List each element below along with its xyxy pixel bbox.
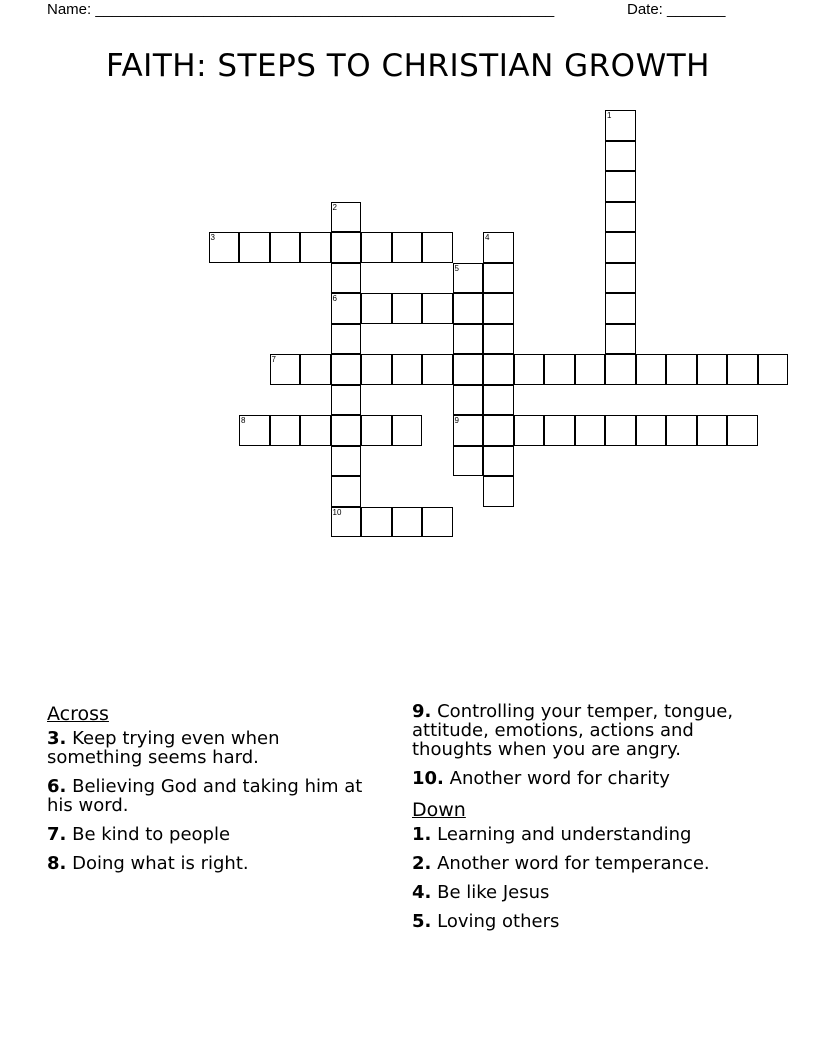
grid-cell[interactable] bbox=[453, 354, 484, 385]
down-heading: Down bbox=[412, 799, 466, 821]
clue-text: Another word for charity bbox=[449, 768, 670, 789]
grid-cell[interactable] bbox=[605, 141, 636, 172]
cell-number: 8 bbox=[241, 416, 246, 425]
clue-across-8 bbox=[47, 854, 377, 873]
clue-text: Another word for temperance. bbox=[437, 853, 710, 874]
clue-text: Be kind to people bbox=[72, 824, 231, 845]
grid-cell[interactable] bbox=[483, 232, 514, 263]
clue-number: 9. bbox=[412, 701, 432, 722]
grid-cell[interactable] bbox=[300, 415, 331, 446]
grid-cell[interactable] bbox=[666, 415, 697, 446]
grid-cell[interactable] bbox=[575, 354, 606, 385]
name-date-header bbox=[47, 0, 747, 20]
grid-cell[interactable] bbox=[361, 232, 392, 263]
grid-cell[interactable] bbox=[605, 110, 636, 141]
grid-cell[interactable] bbox=[605, 324, 636, 355]
clue-down-2 bbox=[412, 854, 772, 873]
grid-cell[interactable] bbox=[727, 354, 758, 385]
grid-cell[interactable] bbox=[605, 171, 636, 202]
clue-across-7 bbox=[47, 825, 377, 844]
grid-cell[interactable] bbox=[239, 415, 270, 446]
grid-cell[interactable] bbox=[483, 476, 514, 507]
clues-left-column bbox=[47, 702, 377, 883]
cell-number: 7 bbox=[271, 355, 276, 364]
grid-cell[interactable] bbox=[453, 446, 484, 477]
across-heading: Across bbox=[47, 703, 109, 725]
cell-number: 9 bbox=[454, 416, 459, 425]
cell-number: 3 bbox=[210, 233, 215, 242]
grid-cell[interactable] bbox=[331, 385, 362, 416]
grid-cell[interactable] bbox=[361, 507, 392, 538]
grid-cell[interactable] bbox=[331, 324, 362, 355]
clue-text: Loving others bbox=[437, 911, 560, 932]
grid-cell[interactable] bbox=[453, 293, 484, 324]
grid-cell[interactable] bbox=[605, 415, 636, 446]
cell-number: 6 bbox=[332, 294, 337, 303]
grid-cell[interactable] bbox=[209, 232, 240, 263]
grid-cell[interactable] bbox=[453, 415, 484, 446]
cell-number: 5 bbox=[454, 263, 459, 273]
grid-cell[interactable] bbox=[422, 507, 453, 538]
grid-cell[interactable] bbox=[605, 232, 636, 263]
clue-text: Controlling your temper, tongue, attitude, emotions, actions and thoughts when you are angry. bbox=[412, 701, 734, 760]
name-field-label[interactable]: Name: _______________________________________________________ bbox=[47, 1, 555, 18]
grid-cell[interactable] bbox=[331, 476, 362, 507]
grid-cell[interactable] bbox=[300, 354, 331, 385]
grid-cell[interactable] bbox=[453, 263, 484, 294]
grid-cell[interactable] bbox=[483, 324, 514, 355]
grid-cell[interactable] bbox=[483, 354, 514, 385]
grid-cell[interactable] bbox=[422, 232, 453, 263]
cell-number: 10 bbox=[332, 507, 342, 517]
clue-number: 10. bbox=[412, 768, 444, 789]
grid-cell[interactable] bbox=[422, 293, 453, 324]
grid-cell[interactable] bbox=[453, 324, 484, 355]
grid-cell[interactable] bbox=[331, 446, 362, 477]
date-field-label[interactable]: Date: _______ bbox=[627, 1, 726, 18]
grid-cell[interactable] bbox=[361, 415, 392, 446]
grid-cell[interactable] bbox=[483, 293, 514, 324]
grid-cell[interactable] bbox=[392, 507, 423, 538]
grid-cell[interactable] bbox=[392, 293, 423, 324]
grid-cell[interactable] bbox=[697, 415, 728, 446]
grid-cell[interactable] bbox=[331, 263, 362, 294]
clue-number: 5. bbox=[412, 911, 432, 932]
clue-number: 2. bbox=[412, 853, 432, 874]
clue-down-1 bbox=[412, 825, 772, 844]
clue-number: 1. bbox=[412, 824, 432, 845]
grid-cell[interactable] bbox=[605, 263, 636, 294]
clue-number: 7. bbox=[47, 824, 67, 845]
grid-cell[interactable] bbox=[270, 354, 301, 385]
grid-cell[interactable] bbox=[636, 415, 667, 446]
clue-text: Keep trying even when something seems hard. bbox=[47, 728, 280, 768]
clue-number: 4. bbox=[412, 882, 432, 903]
clue-number: 6. bbox=[47, 776, 67, 797]
clue-text: Learning and understanding bbox=[437, 824, 692, 845]
clue-number: 8. bbox=[47, 853, 67, 874]
grid-cell[interactable] bbox=[331, 232, 362, 263]
clue-text: Be like Jesus bbox=[437, 882, 550, 903]
grid-cell[interactable] bbox=[422, 354, 453, 385]
grid-cell[interactable] bbox=[575, 415, 606, 446]
grid-cell[interactable] bbox=[483, 263, 514, 294]
clues-right-column bbox=[412, 702, 772, 941]
cell-number: 4 bbox=[485, 233, 490, 242]
clue-across-9 bbox=[412, 702, 772, 759]
grid-cell[interactable] bbox=[331, 293, 362, 324]
grid-cell[interactable] bbox=[392, 232, 423, 263]
grid-cell[interactable] bbox=[636, 354, 667, 385]
grid-cell[interactable] bbox=[453, 385, 484, 416]
grid-cell[interactable] bbox=[392, 354, 423, 385]
cell-number: 2 bbox=[332, 202, 337, 212]
grid-cell[interactable] bbox=[270, 415, 301, 446]
grid-cell[interactable] bbox=[300, 232, 331, 263]
grid-cell[interactable] bbox=[483, 415, 514, 446]
grid-cell[interactable] bbox=[331, 507, 362, 538]
grid-cell[interactable] bbox=[544, 415, 575, 446]
grid-cell[interactable] bbox=[514, 415, 545, 446]
grid-cell[interactable] bbox=[361, 293, 392, 324]
grid-cell[interactable] bbox=[483, 385, 514, 416]
grid-cell[interactable] bbox=[666, 354, 697, 385]
clue-down-4 bbox=[412, 883, 772, 902]
grid-cell[interactable] bbox=[514, 354, 545, 385]
grid-cell[interactable] bbox=[605, 354, 636, 385]
grid-cell[interactable] bbox=[697, 354, 728, 385]
cell-number: 1 bbox=[607, 111, 612, 120]
grid-cell[interactable] bbox=[239, 232, 270, 263]
clue-across-10 bbox=[412, 769, 772, 788]
clue-across-6 bbox=[47, 777, 377, 815]
clue-text: Believing God and taking him at his word. bbox=[47, 776, 363, 816]
grid-cell[interactable] bbox=[361, 354, 392, 385]
clue-across-3 bbox=[47, 729, 377, 767]
grid-cell[interactable] bbox=[270, 232, 301, 263]
grid-cell[interactable] bbox=[605, 293, 636, 324]
clue-text: Doing what is right. bbox=[72, 853, 249, 874]
grid-cell[interactable] bbox=[544, 354, 575, 385]
clue-number: 3. bbox=[47, 728, 67, 749]
grid-cell[interactable] bbox=[331, 202, 362, 233]
clue-down-5 bbox=[412, 912, 772, 931]
grid-cell[interactable] bbox=[605, 202, 636, 233]
grid-cell[interactable] bbox=[331, 354, 362, 385]
grid-cell[interactable] bbox=[758, 354, 789, 385]
puzzle-title: FAITH: STEPS TO CHRISTIAN GROWTH bbox=[105, 48, 710, 84]
grid-cell[interactable] bbox=[392, 415, 423, 446]
grid-cell[interactable] bbox=[331, 415, 362, 446]
grid-cell[interactable] bbox=[483, 446, 514, 477]
grid-cell[interactable] bbox=[727, 415, 758, 446]
